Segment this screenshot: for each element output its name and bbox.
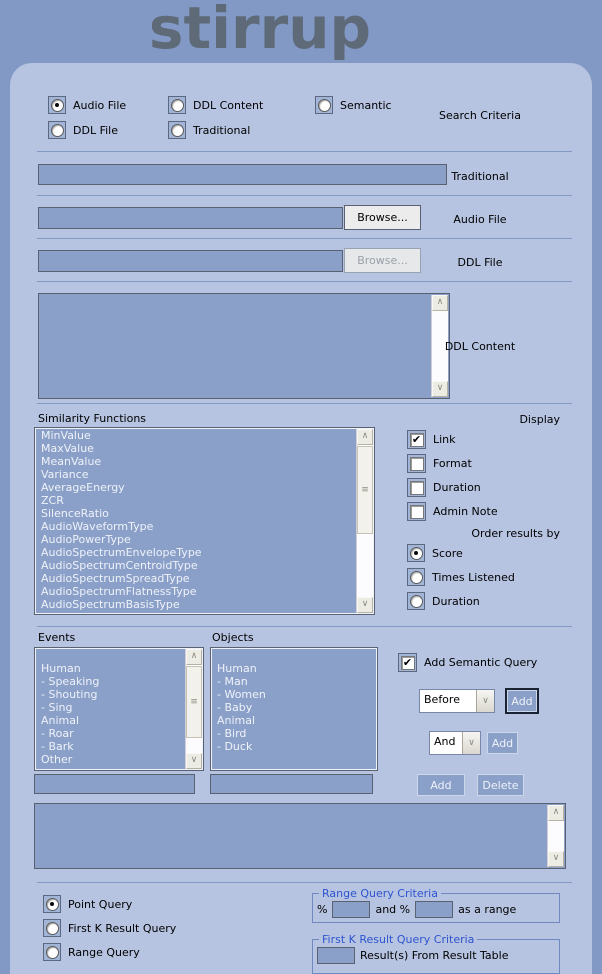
list-option[interactable]: AudioSpectrumCentroidType [41,559,198,572]
first-k-query-legend: First K Result Query Criteria [322,933,475,946]
row-label-traditional: Traditional [451,170,509,183]
list-option[interactable] [35,649,203,662]
radio-traditional[interactable] [168,121,250,139]
ddl-browse-button-disabled: Browse... [344,248,421,273]
temporal-select[interactable] [419,689,495,713]
semantic-query-textarea[interactable] [34,803,566,869]
radio-icon [43,895,61,913]
events-input[interactable] [34,774,195,794]
list-option[interactable]: - Man [217,675,248,688]
radio-ddl-file[interactable] [48,121,118,139]
checkbox-format[interactable]: Format [407,454,472,473]
scroll-up-icon[interactable]: ∧ [432,295,448,311]
list-option[interactable]: Variance [41,468,89,481]
ddl-file-input[interactable] [38,250,343,272]
similarity-title: Similarity Functions [38,412,147,425]
checkbox-admin-note[interactable]: Admin Note [407,502,498,521]
chevron-down-icon[interactable]: ∨ [462,732,480,754]
range-from-input[interactable] [332,901,370,918]
range-to-input[interactable] [415,901,453,918]
list-option[interactable]: AudioSpectrumSpreadType [41,572,190,585]
divider [37,151,572,152]
list-option[interactable]: - Duck [217,740,253,753]
radio-first-k-result-query[interactable]: First K Result Query [43,919,176,937]
section-label-search-criteria: Search Criteria [439,109,521,122]
radio-icon [168,121,186,139]
checkbox-duration[interactable]: Duration [407,478,481,497]
scrollbar[interactable] [547,805,564,867]
radio-icon [43,943,61,961]
radio-icon [407,592,425,610]
list-option[interactable]: Human [217,662,257,675]
objects-input[interactable] [210,774,373,794]
scroll-down-icon[interactable]: ∨ [548,851,564,867]
list-option[interactable]: MinValue [41,429,91,442]
list-option[interactable]: - Speaking [41,675,100,688]
audio-browse-button[interactable]: Browse... [344,205,421,230]
percent-label: % [317,903,328,916]
objects-title: Objects [212,631,254,644]
first-k-query-fieldset [312,933,560,974]
checkbox-icon [407,478,426,497]
scrollbar[interactable] [356,429,373,613]
radio-ddl-content[interactable] [168,96,263,114]
list-option[interactable]: - Sing [41,701,73,714]
first-k-input[interactable] [317,947,355,964]
divider [37,403,572,404]
checkbox-icon: ✔ [398,653,417,672]
radio-label: Audio File [73,98,127,112]
radio-label: DDL File [73,123,118,137]
radio-icon [48,121,66,139]
scroll-down-icon[interactable]: ∨ [357,597,373,613]
radio-icon [407,544,425,562]
results-from-table-label: Result(s) From Result Table [360,949,509,962]
checkbox-add-semantic-query[interactable]: ✔ Add Semantic Query [398,653,537,672]
range-query-fieldset [312,887,560,923]
scroll-up-icon[interactable]: ∧ [186,649,202,665]
radio-range-query[interactable]: Range Query [43,943,140,961]
radio-point-query[interactable]: Point Query [43,895,132,913]
select-value: Before [424,693,460,706]
radio-audio-file[interactable] [48,96,126,114]
checkbox-link[interactable]: ✔ Link [407,430,456,449]
radio-icon [315,96,333,114]
radio-order-duration[interactable]: Duration [407,592,480,610]
events-listbox[interactable] [34,647,204,771]
list-option[interactable]: - Roar [41,727,74,740]
list-option[interactable]: MaxValue [41,442,94,455]
list-option[interactable]: AudioSpectrumBasisType [41,598,180,611]
radio-times-listened[interactable]: Times Listened [407,568,515,586]
divider [37,281,572,282]
list-option[interactable]: Other [41,753,73,766]
divider [37,882,572,883]
checkbox-icon [407,502,426,521]
range-query-legend: Range Query Criteria [322,887,438,900]
logical-select[interactable] [429,731,481,755]
list-option[interactable]: - Shouting [41,688,98,701]
main-panel [10,63,592,974]
list-option[interactable]: - Bark [41,740,74,753]
list-option[interactable]: AverageEnergy [41,481,125,494]
temporal-add-button[interactable]: Add [507,690,537,712]
row-label-ddl-content: DDL Content [444,340,516,353]
row-label-ddl-file: DDL File [457,256,503,269]
row-label-audio-file: Audio File [453,213,507,226]
and-percent-label: and % [375,903,411,916]
scroll-down-icon[interactable]: ∨ [432,381,448,397]
radio-label: Traditional [193,123,251,137]
chevron-down-icon[interactable]: ∨ [476,690,494,712]
order-results-title: Order results by [471,527,560,540]
radio-label: DDL Content [193,98,264,112]
list-option[interactable]: Animal [41,714,80,727]
radio-icon [407,568,425,586]
radio-icon [43,919,61,937]
scrollbar[interactable] [185,649,202,769]
list-option[interactable]: MeanValue [41,455,102,468]
list-option[interactable]: Human [41,662,81,675]
scroll-up-icon[interactable]: ∧ [548,805,564,821]
radio-score[interactable]: Score [407,544,463,562]
events-title: Events [38,631,76,644]
checkbox-icon: ✔ [407,430,426,449]
similarity-listbox[interactable] [34,427,375,615]
semantic-add-button[interactable]: Add [417,774,465,796]
semantic-delete-button[interactable]: Delete [477,774,524,796]
list-option[interactable]: SilenceRatio [41,507,109,520]
scroll-thumb[interactable]: ≡ [357,446,373,534]
as-a-range-label: as a range [458,903,517,916]
display-title: Display [519,413,560,426]
scroll-thumb[interactable]: ≡ [186,666,202,738]
list-option[interactable]: - Women [217,688,266,701]
radio-icon [48,96,66,114]
list-option[interactable]: AudioWaveformType [41,520,154,533]
logical-add-button[interactable]: Add [487,732,518,754]
list-option[interactable]: - Bird [217,727,247,740]
list-option[interactable]: AudioSpectrumFlatnessType [41,585,197,598]
objects-listbox[interactable] [210,647,378,771]
divider [37,195,572,196]
select-value: And [434,735,456,748]
divider [37,238,572,239]
divider [37,626,572,627]
audio-file-input[interactable] [38,207,343,229]
app-logo: stirrup [148,0,372,62]
list-option[interactable]: AudioPowerType [41,533,131,546]
list-option[interactable] [211,649,377,662]
list-option[interactable]: Animal [217,714,256,727]
list-option[interactable]: ZCR [41,494,64,507]
scroll-down-icon[interactable]: ∨ [186,753,202,769]
list-option[interactable]: AudioSpectrumEnvelopeType [41,546,202,559]
scroll-up-icon[interactable]: ∧ [357,429,373,445]
list-option[interactable]: - Baby [217,701,253,714]
radio-icon [168,96,186,114]
checkbox-icon [407,454,426,473]
radio-label: Semantic [340,98,392,112]
